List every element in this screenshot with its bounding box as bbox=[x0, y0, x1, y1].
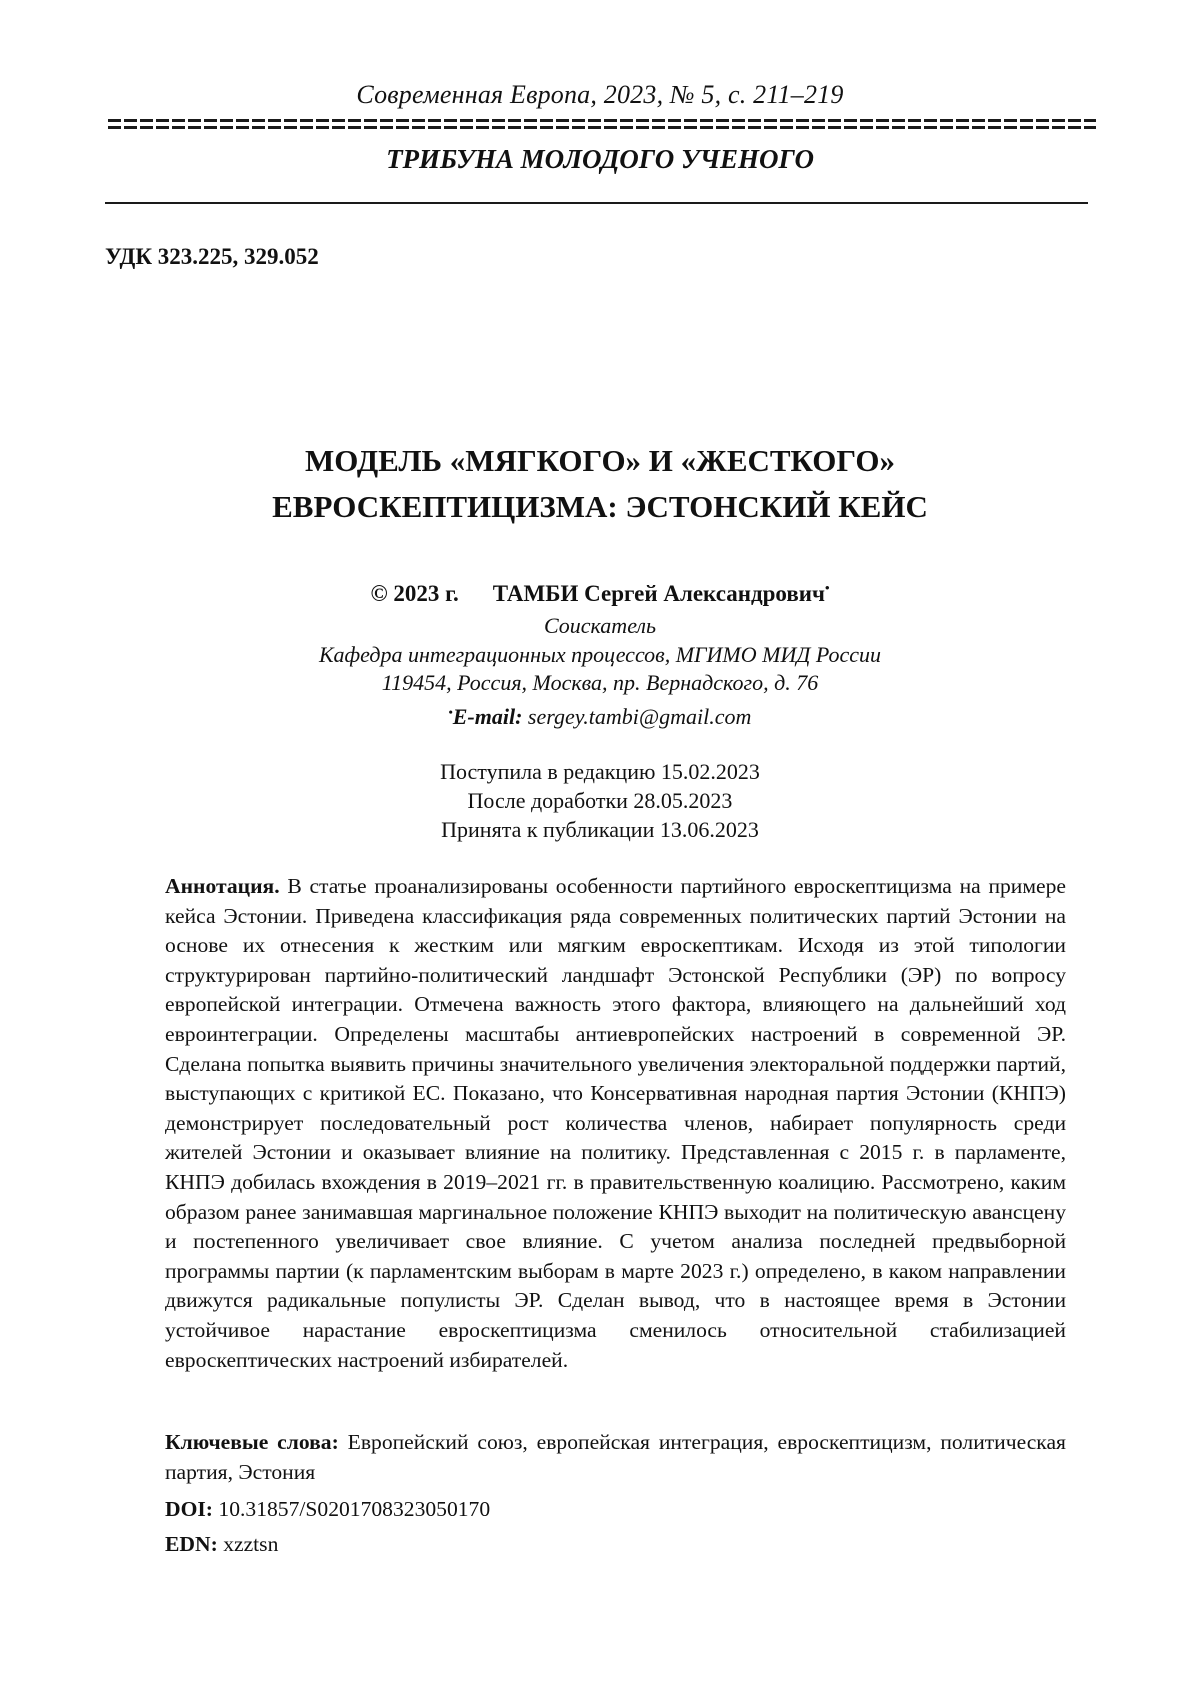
double-rule-bottom-line bbox=[108, 126, 1096, 129]
author-affiliation bbox=[0, 612, 1200, 731]
date-received: Поступила в редакцию 15.02.2023 bbox=[440, 759, 760, 784]
title-line-2: ЕВРОСКЕПТИЦИЗМА: ЭСТОНСКИЙ КЕЙС bbox=[272, 489, 928, 524]
abstract bbox=[165, 872, 1066, 1375]
author-footnote-marker: • bbox=[824, 580, 830, 595]
author-email: sergey.tambi@gmail.com bbox=[527, 703, 752, 729]
copyright-year: © 2023 г. bbox=[370, 581, 459, 606]
udk-code: УДК 323.225, 329.052 bbox=[105, 244, 319, 269]
keywords bbox=[165, 1428, 1066, 1487]
keywords-label: Ключевые слова: bbox=[165, 1430, 339, 1454]
edn-value: xzztsn bbox=[223, 1532, 279, 1556]
date-accepted: Принята к публикации 13.06.2023 bbox=[441, 817, 759, 842]
edn-line bbox=[165, 1532, 278, 1557]
title-line-1: МОДЕЛЬ «МЯГКОГО» И «ЖЕСТКОГО» bbox=[305, 443, 895, 478]
section-rubric: ТРИБУНА МОЛОДОГО УЧЕНОГО bbox=[386, 144, 814, 174]
email-footnote-marker: • bbox=[448, 704, 453, 719]
doi-line bbox=[165, 1497, 490, 1522]
keywords-text: Европейский союз, европейская интеграция, евроскептицизм, политическая партия, Эстония bbox=[165, 1430, 1066, 1484]
abstract-text: В статье проанализированы особенности партийного евроскептицизма на примере кейса Эстонии. Приведена классификация ряда современных политических партий Эстонии на основе их отнесения к жестким или мягким евроскептикам. Исходя из этой типологии структурирован партийно-политический ландшафт Эстонской Республики (ЭР) по вопросу европейской интеграции. Отмечена важность этого фактора, влияющего на дальнейший ход евроинтеграции. Определены масштабы антиевропейских настроений в современной ЭР. Сделана попытка выявить причины значительного увеличения электоральной поддержки партий, выступающих с критикой ЕС. Показано, что Консервативная народная партия Эстонии (КНПЭ) демонстрирует последовательный рост количества членов, набирает популярность среди жителей Эстонии и оказывает влияние на политику. Представленная с 2015 г. в парламенте, КНПЭ добилась вхождения в 2019–2021 гг. в правительственную коалицию. Рассмотрено, каким образом ранее занимавшая маргинальное положение КНПЭ выходит на политическую авансцену и постепенного увеличивает свое влияние. С учетом анализа последней предвыборной программы партии (к парламентским выборам в марте 2023 г.) определено, в каком направлении движутся радикальные популисты ЭР. Сделан вывод, что в настоящее время в Эстонии устойчивое нарастание евроскептицизма сменилось относительной стабилизацией евроскептических настроений избирателей. bbox=[165, 874, 1066, 1372]
abstract-label: Аннотация. bbox=[165, 874, 280, 898]
author-address: 119454, Россия, Москва, пр. Вернадского, д. 76 bbox=[381, 670, 819, 695]
author-name: ТАМБИ Сергей Александрович bbox=[492, 581, 825, 606]
edn-label: EDN: bbox=[165, 1532, 218, 1556]
author-department: Кафедра интеграционных процессов, МГИМО МИД России bbox=[318, 641, 882, 667]
author-position: Соискатель bbox=[543, 613, 657, 638]
submission-dates bbox=[0, 757, 1200, 844]
double-rule-divider bbox=[108, 119, 1096, 130]
email-label: E-mail: bbox=[452, 703, 523, 729]
author-line bbox=[0, 580, 1200, 607]
doi-label: DOI: bbox=[165, 1497, 213, 1521]
date-revised: После доработки 28.05.2023 bbox=[467, 788, 733, 813]
header-divider bbox=[105, 202, 1088, 204]
running-head: Современная Европа, 2023, № 5, с. 211–219 bbox=[356, 80, 844, 109]
author-email-line bbox=[0, 698, 1200, 732]
article-title bbox=[0, 438, 1200, 530]
doi-value: 10.31857/S0201708323050170 bbox=[218, 1497, 491, 1521]
double-rule-top-line bbox=[108, 119, 1096, 122]
